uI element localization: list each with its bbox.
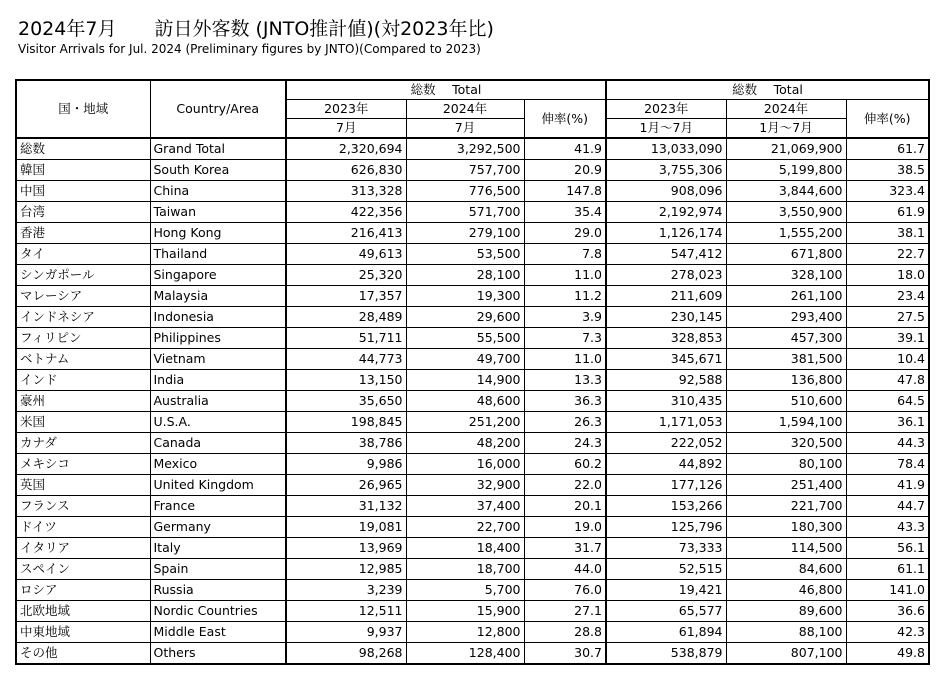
cell-ytd-2023: 13,033,090 <box>606 138 726 160</box>
header-month-2024-sub: 7月 <box>406 119 524 139</box>
cell-growth-ytd: 56.1 <box>846 538 929 559</box>
cell-country-jp: インドネシア <box>16 307 150 328</box>
table-row <box>16 622 929 643</box>
table-row <box>16 349 929 370</box>
cell-growth-ytd: 39.1 <box>846 328 929 349</box>
cell-country-jp: 韓国 <box>16 160 150 181</box>
page-title: 2024年7月 訪日外客数 (JNTO推計値)(対2023年比) <box>18 18 494 40</box>
cell-country-jp: 北欧地域 <box>16 601 150 622</box>
cell-month-2023: 9,937 <box>286 622 406 643</box>
cell-country-en: U.S.A. <box>150 412 286 433</box>
cell-country-jp: 香港 <box>16 223 150 244</box>
cell-ytd-2024: 46,800 <box>726 580 846 601</box>
cell-month-2023: 49,613 <box>286 244 406 265</box>
cell-country-jp: ドイツ <box>16 517 150 538</box>
cell-growth-ytd: 44.7 <box>846 496 929 517</box>
cell-growth: 11.2 <box>524 286 606 307</box>
cell-ytd-2023: 73,333 <box>606 538 726 559</box>
cell-month-2023: 9,986 <box>286 454 406 475</box>
cell-ytd-2024: 293,400 <box>726 307 846 328</box>
cell-growth: 20.1 <box>524 496 606 517</box>
cell-country-jp: メキシコ <box>16 454 150 475</box>
cell-growth-ytd: 18.0 <box>846 265 929 286</box>
cell-month-2024: 29,600 <box>406 307 524 328</box>
cell-country-en: Singapore <box>150 265 286 286</box>
cell-ytd-2023: 310,435 <box>606 391 726 412</box>
cell-growth: 27.1 <box>524 601 606 622</box>
cell-country-en: Philippines <box>150 328 286 349</box>
cell-growth-ytd: 43.3 <box>846 517 929 538</box>
cell-ytd-2024: 84,600 <box>726 559 846 580</box>
cell-ytd-2024: 457,300 <box>726 328 846 349</box>
cell-ytd-2023: 1,126,174 <box>606 223 726 244</box>
table-row <box>16 202 929 223</box>
header-month-2023: 2023年 <box>286 100 406 119</box>
cell-country-en: Hong Kong <box>150 223 286 244</box>
cell-month-2023: 51,711 <box>286 328 406 349</box>
cell-month-2024: 48,200 <box>406 433 524 454</box>
cell-country-en: Australia <box>150 391 286 412</box>
cell-month-2023: 12,985 <box>286 559 406 580</box>
table-row <box>16 559 929 580</box>
cell-country-en: Nordic Countries <box>150 601 286 622</box>
header-ytd-2024: 2024年 <box>726 100 846 119</box>
cell-month-2023: 31,132 <box>286 496 406 517</box>
cell-growth-ytd: 22.7 <box>846 244 929 265</box>
cell-ytd-2024: 807,100 <box>726 643 846 665</box>
cell-ytd-2024: 251,400 <box>726 475 846 496</box>
cell-growth: 3.9 <box>524 307 606 328</box>
page-subtitle: Visitor Arrivals for Jul. 2024 (Preliminary figures by JNTO)(Compared to 2023) <box>18 42 481 56</box>
cell-ytd-2024: 89,600 <box>726 601 846 622</box>
table-row <box>16 517 929 538</box>
cell-country-en: China <box>150 181 286 202</box>
cell-country-en: United Kingdom <box>150 475 286 496</box>
cell-growth-ytd: 36.1 <box>846 412 929 433</box>
cell-month-2024: 776,500 <box>406 181 524 202</box>
cell-growth-ytd: 78.4 <box>846 454 929 475</box>
cell-ytd-2024: 671,800 <box>726 244 846 265</box>
cell-month-2023: 3,239 <box>286 580 406 601</box>
table-row <box>16 138 929 160</box>
cell-growth: 76.0 <box>524 580 606 601</box>
cell-growth: 41.9 <box>524 138 606 160</box>
cell-growth-ytd: 61.1 <box>846 559 929 580</box>
cell-country-jp: 米国 <box>16 412 150 433</box>
cell-country-jp: カナダ <box>16 433 150 454</box>
cell-month-2023: 19,081 <box>286 517 406 538</box>
cell-growth: 26.3 <box>524 412 606 433</box>
cell-country-jp: ロシア <box>16 580 150 601</box>
cell-ytd-2023: 278,023 <box>606 265 726 286</box>
cell-ytd-2024: 320,500 <box>726 433 846 454</box>
cell-growth-ytd: 61.9 <box>846 202 929 223</box>
cell-country-jp: イタリア <box>16 538 150 559</box>
cell-country-jp: 総数 <box>16 138 150 160</box>
cell-growth: 11.0 <box>524 349 606 370</box>
cell-growth: 7.3 <box>524 328 606 349</box>
cell-month-2023: 13,969 <box>286 538 406 559</box>
cell-growth-ytd: 41.9 <box>846 475 929 496</box>
cell-ytd-2023: 125,796 <box>606 517 726 538</box>
cell-country-en: Malaysia <box>150 286 286 307</box>
cell-month-2024: 14,900 <box>406 370 524 391</box>
cell-growth-ytd: 23.4 <box>846 286 929 307</box>
cell-month-2024: 18,700 <box>406 559 524 580</box>
cell-country-jp: 豪州 <box>16 391 150 412</box>
cell-month-2023: 422,356 <box>286 202 406 223</box>
cell-country-en: Spain <box>150 559 286 580</box>
cell-ytd-2024: 1,594,100 <box>726 412 846 433</box>
cell-ytd-2024: 80,100 <box>726 454 846 475</box>
cell-month-2023: 17,357 <box>286 286 406 307</box>
header-ytd-total: 総数 Total <box>606 80 929 100</box>
cell-month-2024: 22,700 <box>406 517 524 538</box>
cell-ytd-2024: 261,100 <box>726 286 846 307</box>
cell-month-2024: 757,700 <box>406 160 524 181</box>
cell-growth-ytd: 36.6 <box>846 601 929 622</box>
cell-ytd-2024: 3,844,600 <box>726 181 846 202</box>
cell-ytd-2023: 345,671 <box>606 349 726 370</box>
cell-month-2023: 35,650 <box>286 391 406 412</box>
cell-growth: 35.4 <box>524 202 606 223</box>
cell-ytd-2024: 3,550,900 <box>726 202 846 223</box>
cell-ytd-2023: 19,421 <box>606 580 726 601</box>
cell-country-en: Middle East <box>150 622 286 643</box>
table-row <box>16 244 929 265</box>
table-row <box>16 286 929 307</box>
cell-ytd-2023: 92,588 <box>606 370 726 391</box>
cell-month-2024: 251,200 <box>406 412 524 433</box>
cell-growth: 44.0 <box>524 559 606 580</box>
cell-month-2024: 32,900 <box>406 475 524 496</box>
cell-country-jp: マレーシア <box>16 286 150 307</box>
cell-ytd-2023: 177,126 <box>606 475 726 496</box>
cell-growth: 60.2 <box>524 454 606 475</box>
cell-country-jp: インド <box>16 370 150 391</box>
header-country-jp: 国・地域 <box>16 80 150 138</box>
cell-growth: 31.7 <box>524 538 606 559</box>
table-row <box>16 643 929 665</box>
cell-month-2023: 216,413 <box>286 223 406 244</box>
cell-country-en: Vietnam <box>150 349 286 370</box>
cell-ytd-2023: 211,609 <box>606 286 726 307</box>
cell-country-en: South Korea <box>150 160 286 181</box>
cell-country-jp: フィリピン <box>16 328 150 349</box>
cell-growth-ytd: 27.5 <box>846 307 929 328</box>
header-growth: 伸率(%) <box>524 100 606 139</box>
cell-month-2024: 16,000 <box>406 454 524 475</box>
cell-growth-ytd: 323.4 <box>846 181 929 202</box>
cell-growth: 147.8 <box>524 181 606 202</box>
cell-ytd-2023: 2,192,974 <box>606 202 726 223</box>
cell-ytd-2023: 547,412 <box>606 244 726 265</box>
cell-ytd-2023: 908,096 <box>606 181 726 202</box>
table-row <box>16 538 929 559</box>
cell-growth: 36.3 <box>524 391 606 412</box>
cell-month-2024: 3,292,500 <box>406 138 524 160</box>
cell-ytd-2023: 52,515 <box>606 559 726 580</box>
cell-month-2023: 25,320 <box>286 265 406 286</box>
cell-month-2023: 28,489 <box>286 307 406 328</box>
cell-month-2024: 12,800 <box>406 622 524 643</box>
cell-month-2023: 12,511 <box>286 601 406 622</box>
table-row <box>16 307 929 328</box>
cell-month-2024: 5,700 <box>406 580 524 601</box>
cell-month-2024: 48,600 <box>406 391 524 412</box>
table-row <box>16 370 929 391</box>
cell-growth-ytd: 44.3 <box>846 433 929 454</box>
table-row <box>16 454 929 475</box>
visitor-arrivals-table <box>15 79 930 665</box>
cell-ytd-2024: 328,100 <box>726 265 846 286</box>
cell-ytd-2024: 510,600 <box>726 391 846 412</box>
cell-country-en: Canada <box>150 433 286 454</box>
cell-country-en: France <box>150 496 286 517</box>
table-row <box>16 433 929 454</box>
cell-growth: 22.0 <box>524 475 606 496</box>
cell-ytd-2023: 44,892 <box>606 454 726 475</box>
table-row <box>16 160 929 181</box>
cell-growth: 28.8 <box>524 622 606 643</box>
cell-ytd-2024: 114,500 <box>726 538 846 559</box>
cell-country-en: Others <box>150 643 286 665</box>
cell-growth: 7.8 <box>524 244 606 265</box>
table-row <box>16 391 929 412</box>
cell-ytd-2024: 381,500 <box>726 349 846 370</box>
cell-growth-ytd: 141.0 <box>846 580 929 601</box>
table-row <box>16 496 929 517</box>
cell-ytd-2023: 222,052 <box>606 433 726 454</box>
cell-growth: 13.3 <box>524 370 606 391</box>
cell-growth-ytd: 38.1 <box>846 223 929 244</box>
header-ytd-2023: 2023年 <box>606 100 726 119</box>
cell-country-en: Germany <box>150 517 286 538</box>
cell-country-jp: 中東地域 <box>16 622 150 643</box>
cell-month-2023: 13,150 <box>286 370 406 391</box>
cell-country-jp: スペイン <box>16 559 150 580</box>
cell-month-2024: 15,900 <box>406 601 524 622</box>
cell-month-2024: 53,500 <box>406 244 524 265</box>
cell-month-2023: 2,320,694 <box>286 138 406 160</box>
cell-ytd-2023: 1,171,053 <box>606 412 726 433</box>
cell-growth-ytd: 64.5 <box>846 391 929 412</box>
cell-country-jp: 英国 <box>16 475 150 496</box>
cell-month-2024: 55,500 <box>406 328 524 349</box>
cell-month-2023: 626,830 <box>286 160 406 181</box>
cell-month-2024: 19,300 <box>406 286 524 307</box>
header-country-en: Country/Area <box>150 80 286 138</box>
cell-growth-ytd: 61.7 <box>846 138 929 160</box>
cell-month-2024: 18,400 <box>406 538 524 559</box>
cell-country-en: Russia <box>150 580 286 601</box>
cell-country-en: Mexico <box>150 454 286 475</box>
cell-month-2023: 44,773 <box>286 349 406 370</box>
table-row <box>16 223 929 244</box>
cell-growth-ytd: 47.8 <box>846 370 929 391</box>
cell-month-2024: 279,100 <box>406 223 524 244</box>
header-month-2023-sub: 7月 <box>286 119 406 139</box>
cell-country-jp: その他 <box>16 643 150 665</box>
cell-month-2023: 198,845 <box>286 412 406 433</box>
cell-growth: 30.7 <box>524 643 606 665</box>
cell-ytd-2023: 3,755,306 <box>606 160 726 181</box>
cell-ytd-2023: 153,266 <box>606 496 726 517</box>
cell-ytd-2024: 88,100 <box>726 622 846 643</box>
cell-month-2024: 49,700 <box>406 349 524 370</box>
table-row <box>16 580 929 601</box>
cell-country-jp: タイ <box>16 244 150 265</box>
cell-ytd-2024: 136,800 <box>726 370 846 391</box>
cell-month-2023: 313,328 <box>286 181 406 202</box>
cell-growth-ytd: 42.3 <box>846 622 929 643</box>
cell-country-en: Thailand <box>150 244 286 265</box>
cell-country-en: Indonesia <box>150 307 286 328</box>
table-row <box>16 328 929 349</box>
cell-growth-ytd: 10.4 <box>846 349 929 370</box>
cell-month-2024: 571,700 <box>406 202 524 223</box>
table-row <box>16 181 929 202</box>
cell-month-2024: 28,100 <box>406 265 524 286</box>
cell-growth: 29.0 <box>524 223 606 244</box>
cell-ytd-2023: 61,894 <box>606 622 726 643</box>
cell-ytd-2024: 5,199,800 <box>726 160 846 181</box>
table-row <box>16 601 929 622</box>
cell-country-en: Taiwan <box>150 202 286 223</box>
cell-country-jp: フランス <box>16 496 150 517</box>
cell-growth: 20.9 <box>524 160 606 181</box>
header-ytd-2023-sub: 1月～7月 <box>606 119 726 139</box>
cell-ytd-2024: 221,700 <box>726 496 846 517</box>
cell-growth-ytd: 38.5 <box>846 160 929 181</box>
cell-ytd-2023: 65,577 <box>606 601 726 622</box>
cell-country-jp: 中国 <box>16 181 150 202</box>
cell-growth-ytd: 49.8 <box>846 643 929 665</box>
table-row <box>16 265 929 286</box>
cell-country-en: India <box>150 370 286 391</box>
cell-ytd-2023: 538,879 <box>606 643 726 665</box>
cell-country-jp: 台湾 <box>16 202 150 223</box>
header-growth-ytd: 伸率(%) <box>846 100 929 139</box>
cell-growth: 11.0 <box>524 265 606 286</box>
cell-country-jp: ベトナム <box>16 349 150 370</box>
cell-growth: 19.0 <box>524 517 606 538</box>
header-month-2024: 2024年 <box>406 100 524 119</box>
cell-month-2023: 26,965 <box>286 475 406 496</box>
cell-growth: 24.3 <box>524 433 606 454</box>
cell-ytd-2023: 328,853 <box>606 328 726 349</box>
cell-country-en: Italy <box>150 538 286 559</box>
cell-month-2023: 38,786 <box>286 433 406 454</box>
table-row <box>16 412 929 433</box>
cell-ytd-2023: 230,145 <box>606 307 726 328</box>
cell-country-jp: シンガポール <box>16 265 150 286</box>
table-body <box>16 138 929 664</box>
cell-month-2024: 37,400 <box>406 496 524 517</box>
cell-country-en: Grand Total <box>150 138 286 160</box>
header-ytd-2024-sub: 1月～7月 <box>726 119 846 139</box>
cell-month-2023: 98,268 <box>286 643 406 665</box>
cell-ytd-2024: 1,555,200 <box>726 223 846 244</box>
cell-month-2024: 128,400 <box>406 643 524 665</box>
cell-ytd-2024: 21,069,900 <box>726 138 846 160</box>
cell-ytd-2024: 180,300 <box>726 517 846 538</box>
table-row <box>16 475 929 496</box>
header-monthly-total: 総数 Total <box>286 80 606 100</box>
